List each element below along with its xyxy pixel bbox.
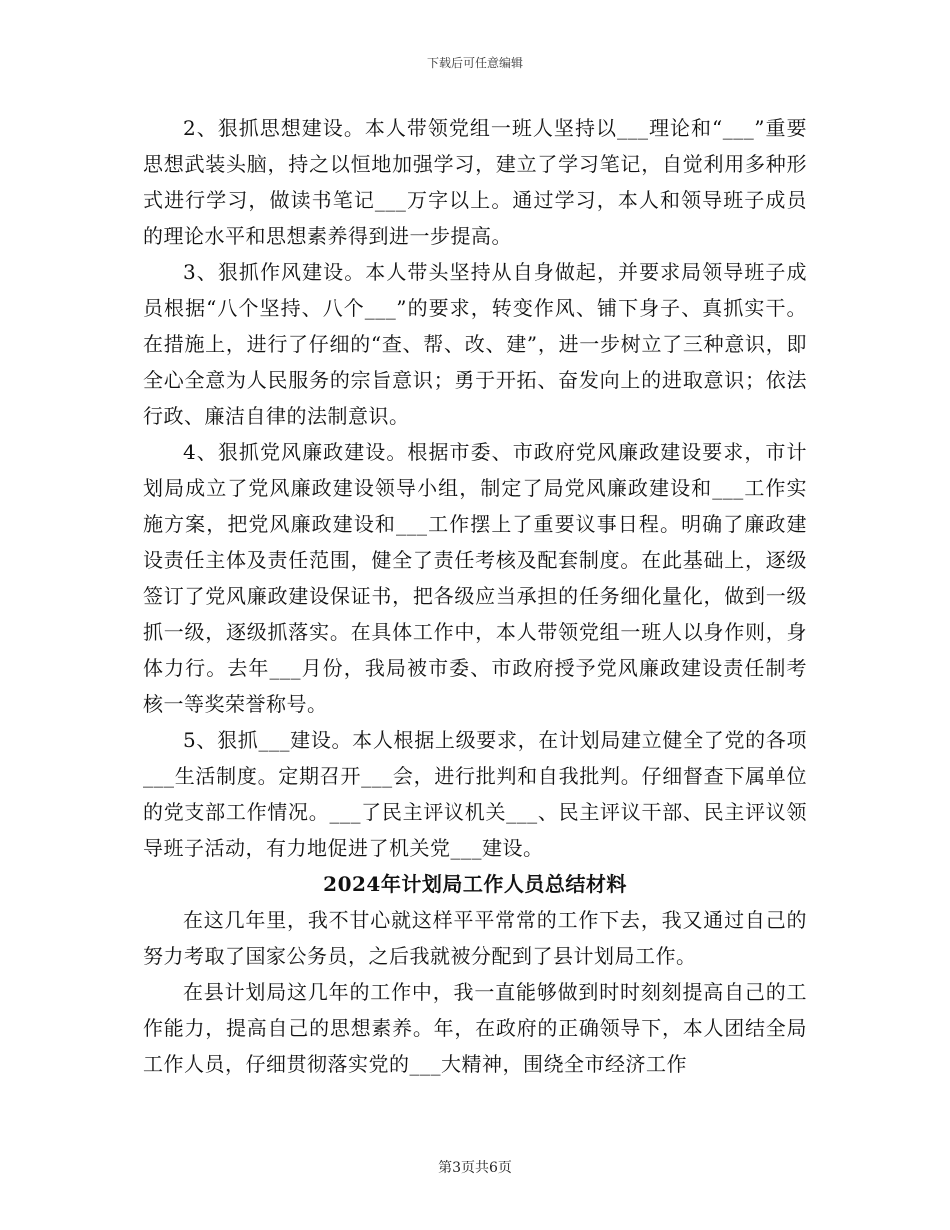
page-number: 第3页共6页 — [438, 1160, 512, 1176]
header-note: 下载后可任意编辑 — [426, 56, 523, 70]
section-title: 2024年计划局工作人员总结材料 — [323, 872, 627, 896]
document-body — [143, 110, 807, 1082]
paragraph-party-building: 5、狠抓___建设。本人根据上级要求，在计划局建立健全了党的各项___生活制度。定期召开___会，进行批判和自我批判。仔细督查下属单位的党支部工作情况。___了民主评议机关___、民主评议干部、民主评议领导班子活动，有力地促进了机关党___建设。 — [143, 728, 807, 860]
paragraph-summary-work: 在县计划局这几年的工作中，我一直能够做到时时刻刻提高自己的工作能力，提高自己的思想素养。年，在政府的正确领导下，本人团结全局工作人员，仔细贯彻落实党的___大精神，围绕全市经济工作 — [143, 980, 807, 1076]
paragraph-style-building: 3、狠抓作风建设。本人带头坚持从自身做起，并要求局领导班子成员根据“八个坚持、八个___”的要求，转变作风、铺下身子、真抓实干。在措施上，进行了仔细的“查、帮、改、建”，进一步树立了三种意识，即全心全意为人民服务的宗旨意识；勇于开拓、奋发向上的进取意识；依法行政、廉洁自律的法制意识。 — [143, 260, 807, 428]
paragraph-summary-intro: 在这几年里，我不甘心就这样平平常常的工作下去，我又通过自己的努力考取了国家公务员，之后我就被分配到了县计划局工作。 — [143, 908, 807, 968]
paragraph-integrity-building: 4、狠抓党风廉政建设。根据市委、市政府党风廉政建设要求，市计划局成立了党风廉政建设领导小组，制定了局党风廉政建设和___工作实施方案，把党风廉政建设和___工作摆上了重要议事日程。明确了廉政建设责任主体及责任范围，健全了责任考核及配套制度。在此基础上，逐级签订了党风廉政建设保证书，把各级应当承担的任务细化量化，做到一级抓一级，逐级抓落实。在具体工作中，本人带领党组一班人以身作则，身体力行。去年___月份，我局被市委、市政府授予党风廉政建设责任制考核一等奖荣誉称号。 — [143, 440, 807, 716]
paragraph-thought-building: 2、狠抓思想建设。本人带领党组一班人坚持以___理论和“___”重要思想武装头脑，持之以恒地加强学习，建立了学习笔记，自觉利用多种形式进行学习，做读书笔记___万字以上。通过学习，本人和领导班子成员的理论水平和思想素养得到进一步提高。 — [143, 116, 807, 248]
